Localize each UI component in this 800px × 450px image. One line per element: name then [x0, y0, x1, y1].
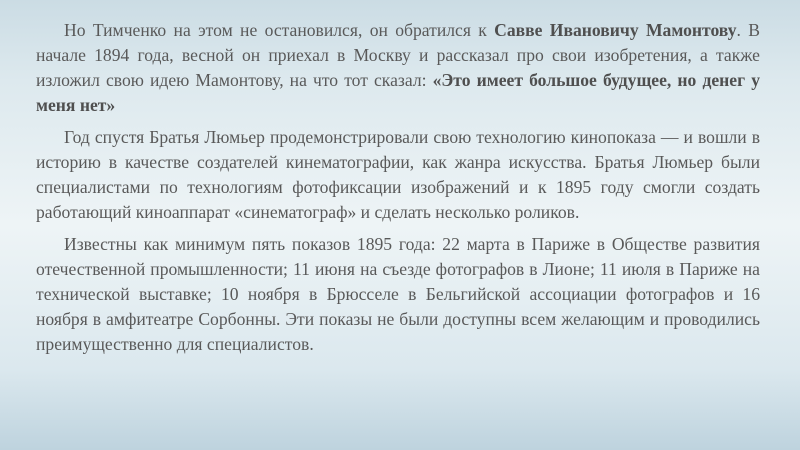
paragraph-1-text-a: Но Тимченко на этом не остановился, он обратился к — [64, 20, 495, 40]
slide-text-body — [36, 18, 760, 364]
paragraph-screenings: Известны как минимум пять показов 1895 года: 22 марта в Париже в Обществе развития отечественной промышленности; 11 июня на съезде фотографов в Лионе; 11 июля в Париже на технической выставке; 10 ноября в Брюсселе в Бельгийской ассоциации фотографов и 16 ноября в амфитеатре Сорбонны. Эти показы не были доступны всем желающим и проводились преимущественно для специалистов. — [36, 234, 760, 354]
paragraph-lumiere: Год спустя Братья Люмьер продемонстрировали свою технологию кинопоказа — и вошли в историю в качестве создателей кинематографии, как жанра искусства. Братья Люмьер были специалистами по технологиям фотофиксации изображений и к 1895 году смогли создать работающий киноаппарат «синематограф» и сделать несколько роликов. — [36, 127, 760, 222]
mamontov-name: Савве Ивановичу Мамонтову — [494, 20, 737, 40]
mamontov-quote: «Это имеет большое будущее, но денег у меня нет» — [36, 70, 760, 115]
paragraph-1-text-b: . В начале 1894 года, весной он приехал в Москву и рассказал про свои изобретения, а также изложил свою идею Мамонтову, на что тот сказал: — [36, 20, 760, 90]
paragraph-mamontov — [36, 18, 760, 118]
